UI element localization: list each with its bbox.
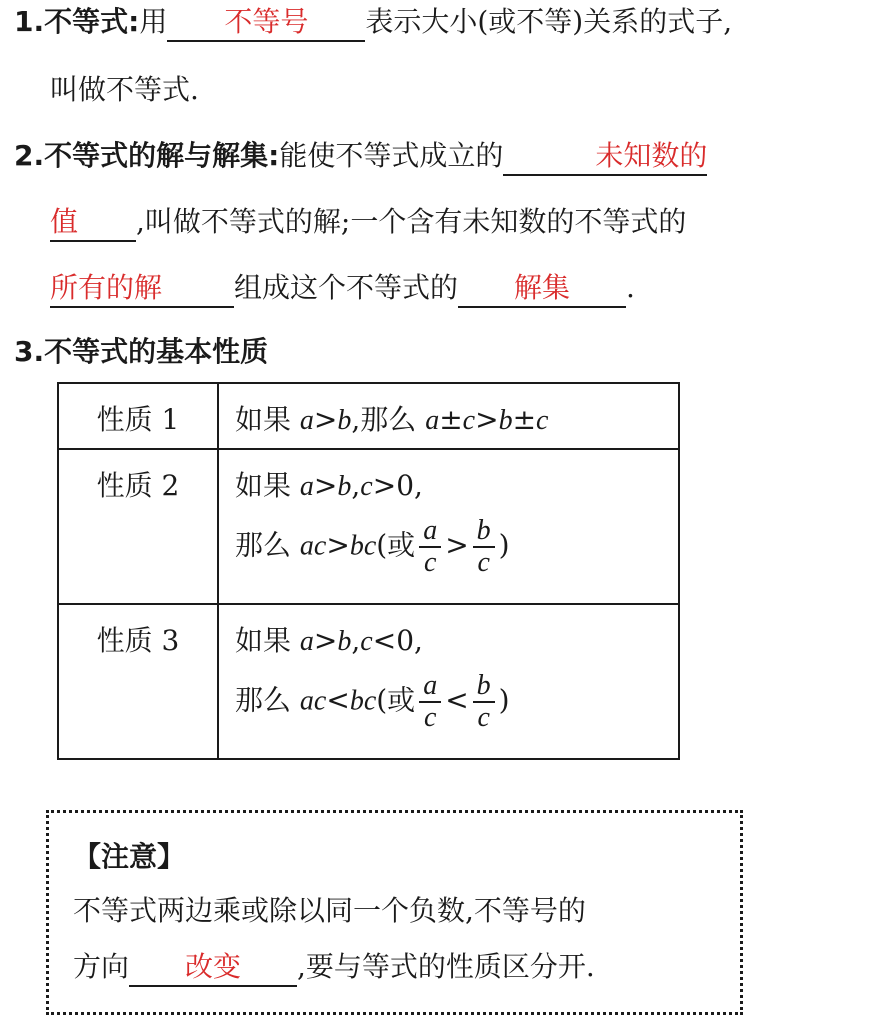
- text: (或: [376, 683, 416, 717]
- item2-answer-a2-blank: 值: [50, 204, 136, 242]
- denominator: c: [477, 547, 490, 578]
- text: 那么: [235, 683, 300, 717]
- var-b: b: [337, 471, 352, 502]
- condition-line: [235, 619, 678, 671]
- item2-line1: [14, 134, 707, 176]
- conclusion-line: [235, 516, 678, 578]
- property-name: 性质 1: [58, 383, 218, 449]
- denominator: c: [423, 547, 437, 578]
- item1-suffix: 表示大小(或不等)关系的式子,: [365, 5, 733, 38]
- denominator: c: [423, 702, 437, 733]
- numerator: b: [473, 516, 495, 548]
- var-b: b: [337, 405, 352, 436]
- item2-end: .: [626, 271, 635, 304]
- properties-table: [57, 382, 680, 760]
- item1-prefix: 用: [139, 5, 168, 38]
- var-a: a: [425, 405, 440, 436]
- relation: >: [313, 403, 338, 436]
- property-content: [218, 383, 679, 449]
- item2-answer-c-blank: 解集: [458, 270, 626, 308]
- var-c: c: [360, 471, 373, 502]
- text: ,: [414, 469, 423, 502]
- note-title: 【注意】: [73, 840, 186, 873]
- relation: >: [313, 469, 338, 502]
- property-name: 性质 3: [58, 604, 218, 759]
- fraction-a-over-c: [419, 671, 441, 733]
- text: 如果: [235, 403, 300, 436]
- item1-colon: :: [128, 5, 140, 38]
- text: 那么: [235, 528, 300, 562]
- fraction-a-over-c: [419, 516, 441, 578]
- property-name: 性质 2: [58, 449, 218, 604]
- var-b: b: [498, 405, 513, 436]
- relation: >: [372, 469, 397, 502]
- note-answer-blank: 改变: [129, 949, 297, 987]
- numerator: a: [419, 671, 441, 703]
- relation: <: [445, 683, 469, 717]
- text: 如果: [235, 624, 300, 657]
- item2-line3: [50, 266, 635, 308]
- item1-term: 1.不等式: [14, 5, 129, 38]
- item2-term: 2.不等式的解与解集: [14, 139, 269, 172]
- expr-ac: ac: [299, 685, 327, 717]
- text: ,那么: [351, 403, 426, 436]
- table-row: [58, 604, 679, 759]
- text: ,: [351, 469, 361, 502]
- conclusion-line: [235, 671, 678, 733]
- relation: >: [326, 528, 350, 562]
- property-content: [218, 604, 679, 759]
- table-row: [58, 449, 679, 604]
- relation: >: [313, 624, 338, 657]
- var-a: a: [299, 405, 314, 436]
- item2-text-b: ,叫做不等式的解;一个含有未知数的不等式的: [136, 205, 687, 238]
- relation: <: [326, 683, 350, 717]
- table-row: [58, 383, 679, 449]
- property-content: [218, 449, 679, 604]
- note-box: [46, 810, 743, 1015]
- denominator: c: [477, 702, 490, 733]
- item2-text-c: 组成这个不等式的: [234, 271, 459, 304]
- var-c: c: [462, 405, 476, 436]
- item3-title: 3.不等式的基本性质: [14, 335, 269, 368]
- text: 如果: [235, 469, 300, 502]
- note-suffix: ,要与等式的性质区分开.: [297, 950, 595, 983]
- fraction-b-over-c: [473, 671, 495, 733]
- item2-colon: :: [268, 139, 280, 172]
- fraction-b-over-c: [473, 516, 495, 578]
- item2-answer-a1-blank: 未知数的: [503, 138, 707, 176]
- var-a: a: [299, 471, 314, 502]
- plus-minus: ±: [439, 403, 463, 436]
- number: 0: [396, 469, 415, 502]
- item2-text-a: 能使不等式成立的: [279, 139, 504, 172]
- note-line2: [73, 945, 595, 987]
- var-c: c: [360, 626, 373, 657]
- note-prefix: 方向: [73, 950, 130, 983]
- item1-line2: 叫做不等式.: [50, 73, 199, 106]
- condition-line: [235, 464, 678, 516]
- expr-ac: ac: [299, 530, 327, 562]
- number: 0: [396, 624, 415, 657]
- text: ): [498, 528, 510, 562]
- relation: <: [372, 624, 397, 657]
- var-a: a: [299, 626, 314, 657]
- text: ,: [414, 624, 423, 657]
- item2-line2: [50, 200, 686, 242]
- note-line1: 不等式两边乘或除以同一个负数,不等号的: [73, 894, 586, 927]
- var-c: c: [536, 405, 549, 436]
- plus-minus: ±: [512, 403, 537, 436]
- item2-answer-b-blank: 所有的解: [50, 270, 234, 308]
- relation: >: [445, 528, 469, 562]
- numerator: a: [419, 516, 441, 548]
- text: ): [498, 683, 510, 717]
- numerator: b: [473, 671, 495, 703]
- expr-bc: bc: [349, 685, 377, 717]
- item1-answer-blank: 不等号: [167, 4, 365, 42]
- expr-bc: bc: [349, 530, 377, 562]
- text: (或: [376, 528, 416, 562]
- relation: >: [475, 403, 499, 436]
- item1-line1: [14, 0, 732, 42]
- text: ,: [351, 624, 361, 657]
- var-b: b: [337, 626, 352, 657]
